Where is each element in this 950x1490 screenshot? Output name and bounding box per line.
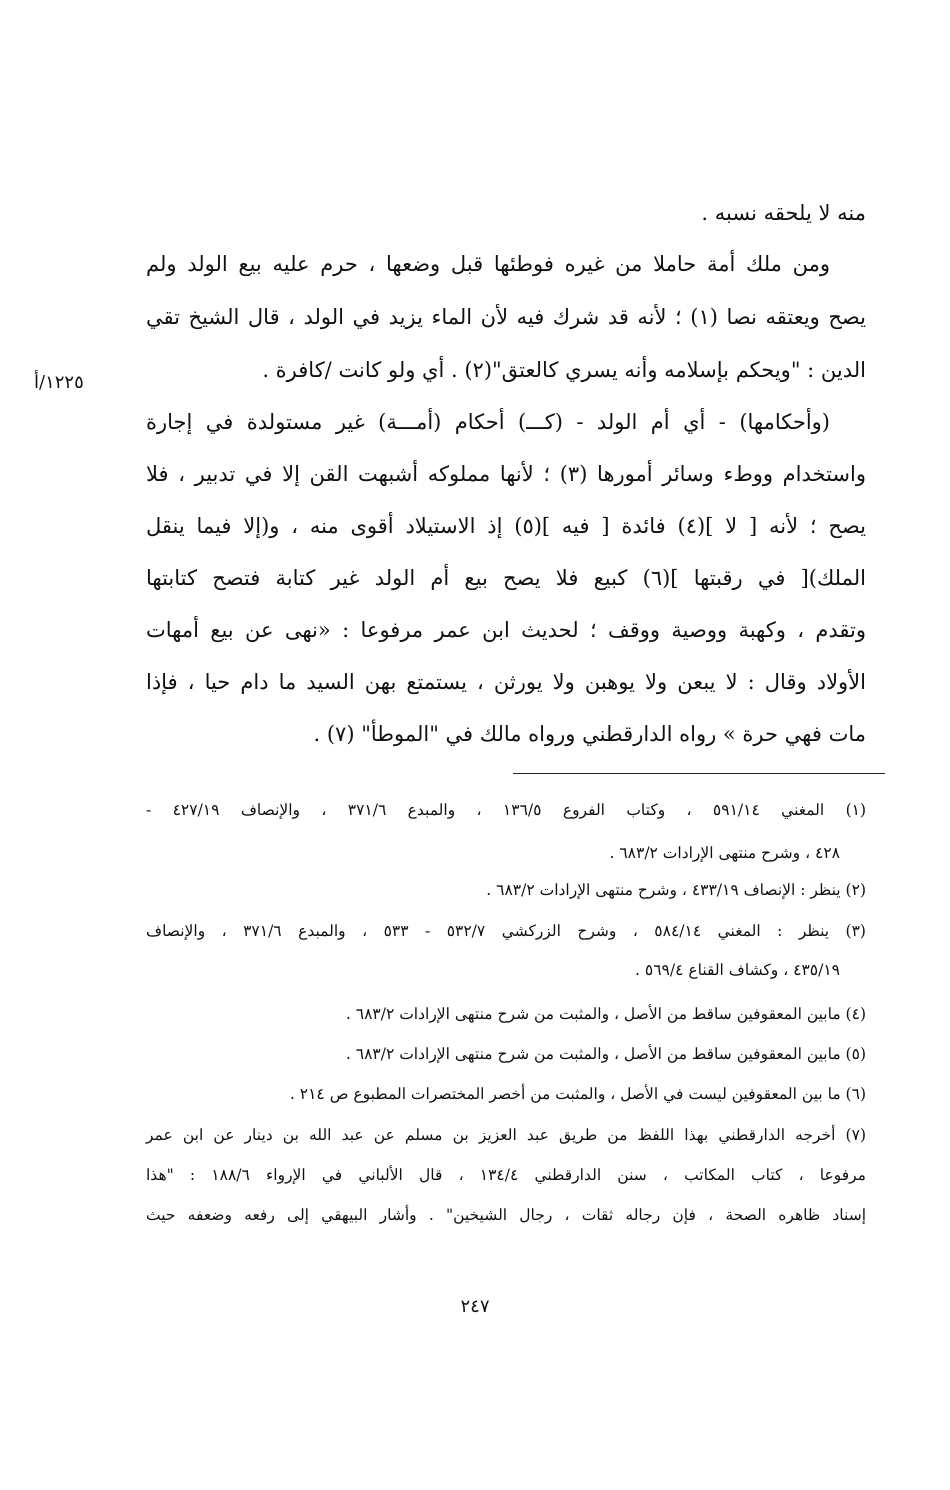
footnote-6: (٦) ما بين المعقوفين ليست في الأصل ، والمثبت من أخصر المختصرات المطبوع ص ٢١٤ . <box>289 1085 866 1103</box>
body-line-8: الملك)[ في رقبتها ](٦) كبيع فلا يصح بيع أم الولد غير كتابة فتصح كتابتها <box>146 566 866 590</box>
page-number: ٢٤٧ <box>460 1296 490 1317</box>
body-line-5: (وأحكامها) - أي أم الولد - (كـــ) أحكام (أمـــة) غير مستولدة في إجارة <box>146 410 830 434</box>
footnote-5: (٥) مابين المعقوفين ساقط من الأصل ، والمثبت من شرح منتهى الإرادات ٦٨٣/٢ . <box>345 1045 866 1063</box>
footnote-3: (٣) ينظر : المغني ٥٨٤/١٤ ، وشرح الزركشي ٥٣٢/٧ - ٥٣٣ ، والمبدع ٣٧١/٦ ، والإنصاف <box>146 922 866 940</box>
body-line-10: الأولاد وقال : لا يبعن ولا يوهبن ولا يورثن ، يستمتع بهن السيد ما دام حيا ، فإذا <box>146 670 866 694</box>
footnote-separator <box>513 773 885 774</box>
body-line-7: يصح ؛ لأنه [ لا ](٤) فائدة [ فيه ](٥) إذ الاستيلاد أقوى منه ، و(إلا فيما ينقل <box>146 514 866 538</box>
folio-margin-note: ١٢٢٥/أ <box>34 372 84 393</box>
footnote-3-cont: ٤٣٥/١٩ ، وكشاف القناع ٥٦٩/٤ . <box>635 961 840 979</box>
footnote-7-cont-2: إسناد ظاهره الصحة ، فإن رجاله ثقات ، رجال الشيخين" . وأشار البيهقي إلى رفعه وضعفه حيث <box>146 1206 866 1224</box>
body-line-11: مات فهي حرة » رواه الدارقطني ورواه مالك في "الموطأ" (٧) . <box>313 722 866 746</box>
footnote-7: (٧) أخرجه الدارقطني بهذا اللفظ من طريق عبد العزيز بن مسلم عن عبد الله بن دينار عن ابن عمر <box>146 1126 866 1144</box>
body-line-6: واستخدام ووطء وسائر أمورها (٣) ؛ لأنها مملوكه أشبهت القن إلا في تدبير ، فلا <box>146 462 866 486</box>
body-line-4: الدين : "ويحكم بإسلامه وأنه يسري كالعتق"(٢) . أي ولو كانت /كافرة . <box>262 358 866 382</box>
footnote-1-cont: ٤٢٨ ، وشرح منتهى الإرادات ٦٨٣/٢ . <box>609 844 840 862</box>
body-line-2: ومن ملك أمة حاملا من غيره فوطئها قبل وضعها ، حرم عليه بيع الولد ولم <box>146 252 830 276</box>
footnote-1: (١) المغني ٥٩١/١٤ ، وكتاب الفروع ١٣٦/٥ ، والمبدع ٣٧١/٦ ، والإنصاف ٤٢٧/١٩ - <box>146 801 867 819</box>
footnote-7-cont-1: مرفوعا ، كتاب المكاتب ، سنن الدارقطني ١٣٤/٤ ، قال الألباني في الإرواء ١٨٨/٦ : "هذا <box>146 1166 866 1184</box>
body-line-9: وتقدم ، وكهبة ووصية ووقف ؛ لحديث ابن عمر مرفوعا : «نهى عن بيع أمهات <box>146 618 866 642</box>
footnote-2: (٢) ينظر : الإنصاف ٤٣٣/١٩ ، وشرح منتهى الإرادات ٦٨٣/٢ . <box>486 881 866 899</box>
body-line-1: منه لا يلحقه نسبه . <box>701 201 866 225</box>
body-line-3: يصح ويعتقه نصا (١) ؛ لأنه قد شرك فيه لأن الماء يزيد في الولد ، قال الشيخ تقي <box>146 305 866 329</box>
footnote-4: (٤) مابين المعقوفين ساقط من الأصل ، والمثبت من شرح منتهى الإرادات ٦٨٣/٢ . <box>345 1005 866 1023</box>
